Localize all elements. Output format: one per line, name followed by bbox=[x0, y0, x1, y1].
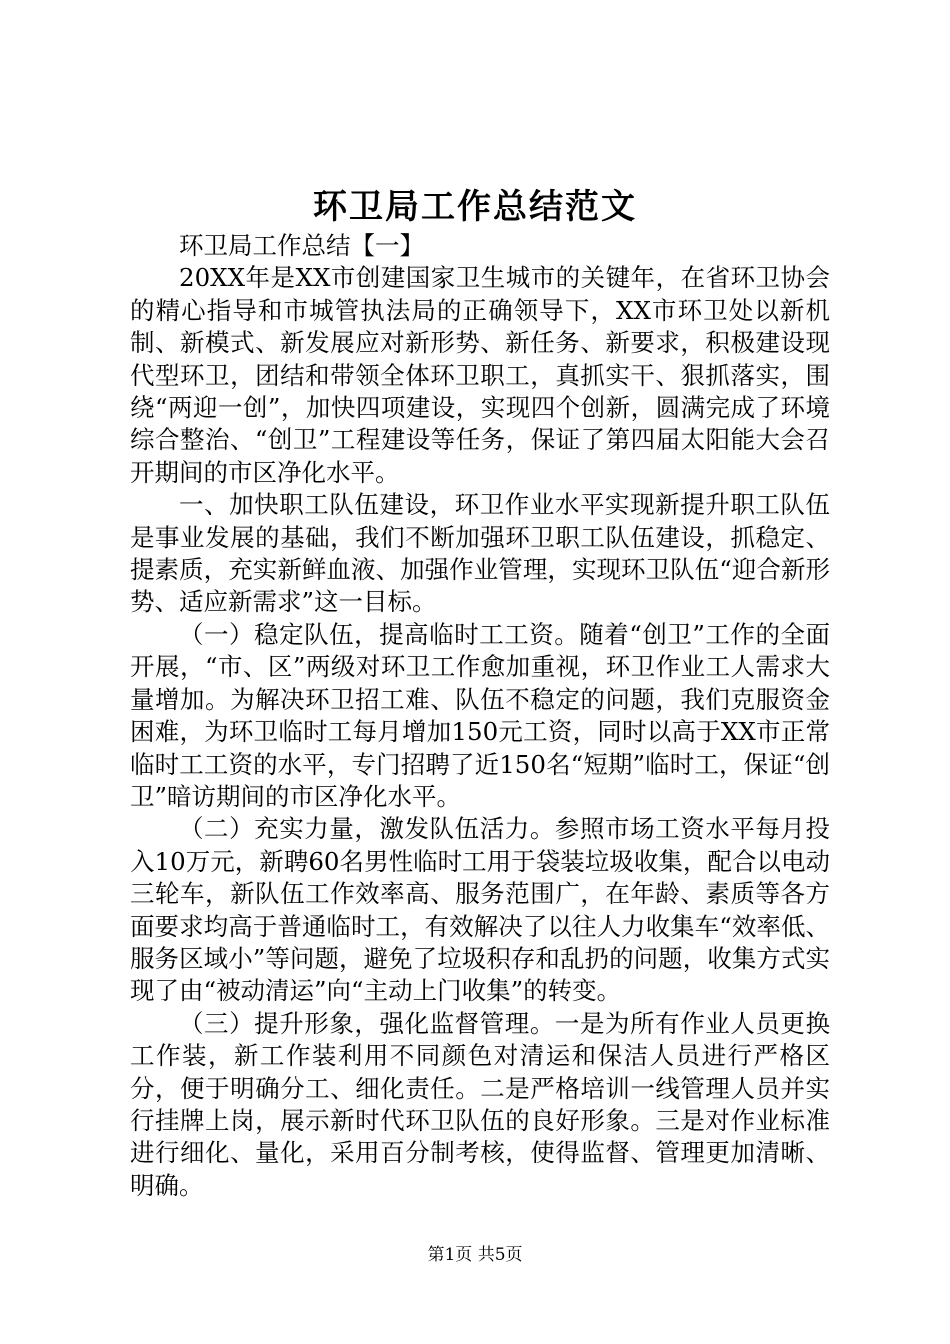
section-heading: 环卫局工作总结【一】 bbox=[179, 231, 424, 260]
document-title: 环卫局工作总结范文 bbox=[313, 187, 637, 227]
paragraph-intro: 20XX年是XX市创建国家卫生城市的关键年，在省环卫协会的精心指导和市城管执法局的正确领导下，XX市环卫处以新机制、新模式、新发展应对新形势、新任务、新要求，积极建设现代型环卫，团结和带领全体环卫职工，真抓实干、狠抓落实，围绕“两迎一创”，加快四项建设，实现四个创新，圆满完成了环境综合整治、“创卫”工程建设等任务，保证了第四届太阳能大会召开期间的市区净化水平。 bbox=[130, 263, 830, 487]
paragraph-subsection-3: （三）提升形象，强化监督管理。一是为所有作业人员更换工作装，新工作装利用不同颜色对清运和保洁人员进行严格区分，便于明确分工、细化责任。二是严格培训一线管理人员并实行挂牌上岗，展示新时代环卫队伍的良好形象。三是对作业标准进行细化、量化，采用百分制考核，使得监督、管理更加清晰、明确。 bbox=[130, 1008, 830, 1200]
paragraph-subsection-1: （一）稳定队伍，提高临时工工资。随着“创卫”工作的全面开展，“市、区”两级对环卫工作愈加重视，环卫作业工人需求大量增加。为解决环卫招工难、队伍不稳定的问题，我们克服资金困难，为环卫临时工每月增加150元工资，同时以高于XX市正常临时工工资的水平，专门招聘了近150名“短期”临时工，保证“创卫”暗访期间的市区净化水平。 bbox=[130, 619, 830, 811]
document-body bbox=[130, 230, 830, 1202]
paragraph-subsection-2: （二）充实力量，激发队伍活力。参照市场工资水平每月投入10万元，新聘60名男性临时工用于袋装垃圾收集，配合以电动三轮车，新队伍工作效率高、服务范围广，在年龄、素质等各方面要求均高于普通临时工，有效解决了以往人力收集车“效率低、服务区域小”等问题，避免了垃圾积存和乱扔的问题，收集方式实现了由“被动清运”向“主动上门收集”的转变。 bbox=[130, 814, 830, 1006]
paragraph-section-1: 一、加快职工队伍建设，环卫作业水平实现新提升职工队伍是事业发展的基础，我们不断加强环卫职工队伍建设，抓稳定、提素质，充实新鲜血液、加强作业管理，实现环卫队伍“迎合新形势、适应新需求”这一目标。 bbox=[130, 490, 830, 617]
page-footer: 第1页 共5页 bbox=[427, 1245, 523, 1265]
